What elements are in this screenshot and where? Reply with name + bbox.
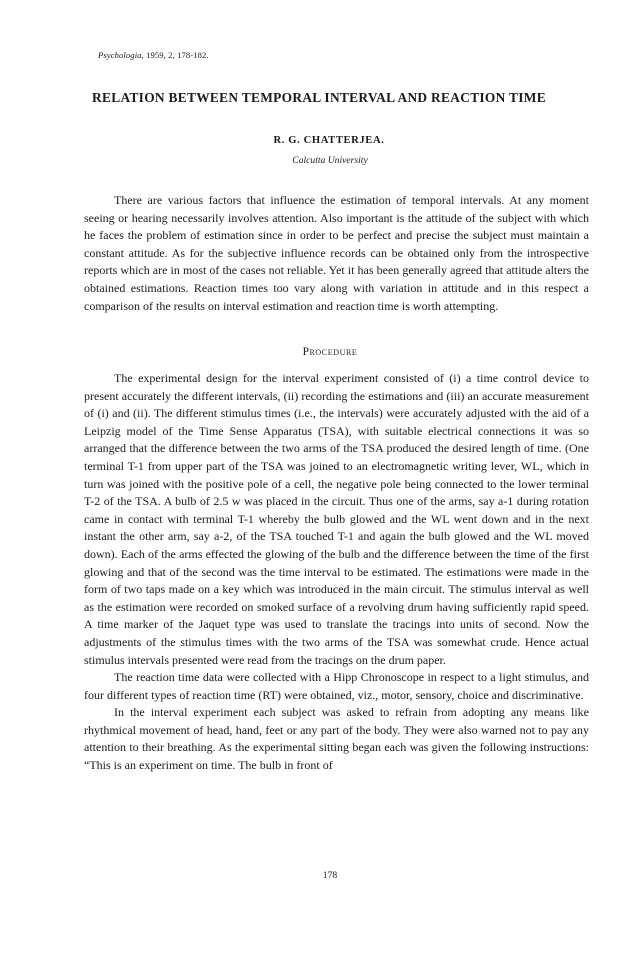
- journal-name: Psychologia,: [98, 50, 144, 60]
- journal-volume-pages: 1959, 2, 178-182.: [143, 50, 209, 60]
- author-name: R. G. CHATTERJEA.: [273, 135, 385, 146]
- intro-paragraph: There are various factors that influence the estimation of temporal intervals. At any moment seeing or hearing necessarily involves attention. Also important is the attitude of the subject with which he faces the problem of estimation since in order to be perfect and precise the subject must maintain a constant attitude. As for the subjective influence records can be obtained only from the introspective reports which are in most of the cases not reliable. Yet it has been generally agreed that attitude alters the obtained estimations. Reaction times too vary along with variation in attitude and in this respect a comparison of the results on interval estimation and reaction time is worth attempting.: [84, 193, 589, 313]
- procedure-paragraph: The reaction time data were collected with a Hipp Chronoscope in respect to a light stimulus, and four different types of reaction time (RT) were obtained, viz., motor, sensory, choice and discriminative.: [84, 670, 589, 702]
- procedure-paragraph: The experimental design for the interval experiment consisted of (i) a time control device to present accurately the different intervals, (ii) recording the estimations and (iii) an accurate measurement of (i) and (ii). The different stimulus times (i.e., the intervals) were accurately adjusted with the aid of a Leipzig model of the Time Sense Apparatus (TSA), with suitable electrical connections it was so arranged that the difference between the two arms of the TSA produced the desired length of time. (One terminal T-1 from upper part of the TSA was joined to an electromagnetic writing lever, WL, which in turn was joined with the positive pole of a cell, the negative pole being connected to the lower terminal T-2 of the TSA. A bulb of 2.5 w was placed in the circuit. Thus one of the arms, say a-1 during rotation came in contact with terminal T-1 whereby the bulb glowed and the WL went down and in the next instant the other arm, say a-2, of the TSA touched T-1 and again the bulb glowed and the WL moved down). Each of the arms effected the glowing of the bulb and the difference between the time of the first glowing and that of the second was the time interval to be estimated. The estimations were made in the form of two taps made on a key which was introduced in the main circuit. The stimulus interval as well as the estimation were recorded on smoked surface of a revolving drum having sufficiently rapid speed. A time marker of the Jaquet type was used to translate the tracings into units of second. Now the adjustments of the stimulus times with the two arms of the TSA was somewhat crude. Hence actual stimulus intervals presented were read from the tracings on the drum paper.: [84, 371, 589, 667]
- journal-citation: [98, 50, 209, 60]
- intro-section: [84, 192, 589, 315]
- article-title: RELATION BETWEEN TEMPORAL INTERVAL AND REACTION TIME: [92, 90, 546, 105]
- section-heading: Procedure: [302, 346, 358, 358]
- procedure-paragraph: In the interval experiment each subject was asked to refrain from adopting any means like rhythmical movement of head, hand, feet or any part of the body. They were also warned not to pay any attention to their breathing. As the experimental sitting began each was given the following instructions: “This is an experiment on time. The bulb in front of: [84, 705, 589, 773]
- author-affiliation: Calcutta University: [292, 155, 368, 166]
- page-number: 178: [322, 870, 338, 881]
- procedure-section: [84, 370, 589, 775]
